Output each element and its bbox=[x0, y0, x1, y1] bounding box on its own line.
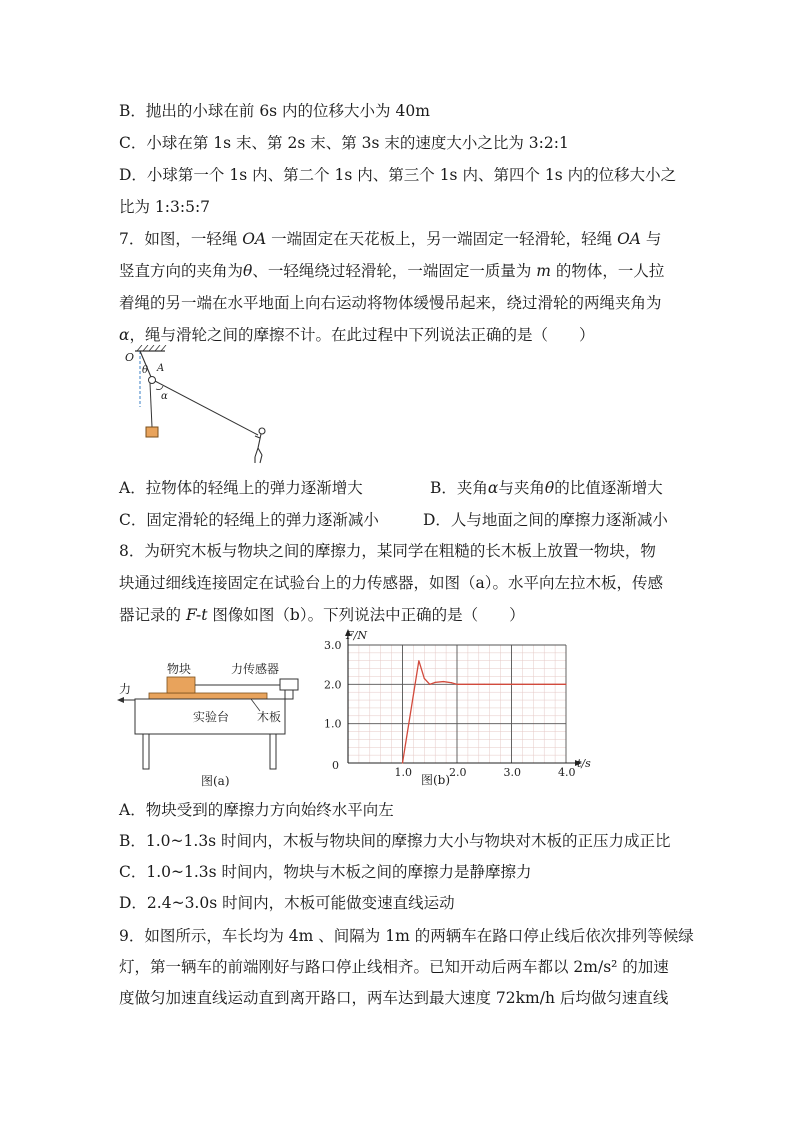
chart-point bbox=[484, 684, 485, 685]
q9-text-line2: 灯，第一辆车的前端刚好与路口停止线相齐。已知开动后两车都以 2m/s² 的加速 bbox=[119, 958, 669, 976]
q7-text-line1: 7．如图，一轻绳 OA 一端固定在天花板上，另一端固定一轻滑轮，轻绳 OA 与 bbox=[119, 230, 662, 248]
q7-option-d: D．人与地面之间的摩擦力逐渐减小 bbox=[423, 511, 668, 529]
q7-pulley-figure bbox=[115, 345, 285, 470]
chart-xlabel: t/s bbox=[577, 757, 591, 770]
q8-text-line1: 8．为研究木板与物块之间的摩擦力，某同学在粗糙的长木板上放置一物块，物 bbox=[119, 542, 656, 560]
chart-point bbox=[538, 684, 539, 685]
chart-caption: 图(b) bbox=[421, 773, 451, 787]
option-b-prev: B．抛出的小球在前 6s 内的位移大小为 40m bbox=[119, 102, 430, 120]
chart-point bbox=[418, 660, 419, 661]
q8-option-b: B．1.0~1.3s 时间内，木板与物块间的摩擦力大小与物块对木板的正压力成正比 bbox=[119, 832, 671, 850]
option-d-prev-cont: 比为 1:3:5:7 bbox=[119, 198, 211, 216]
chart-point bbox=[435, 682, 436, 683]
option-d-prev: D．小球第一个 1s 内、第二个 1s 内、第三个 1s 内、第四个 1s 内的位移大小之 bbox=[119, 166, 677, 184]
q8-label-sensor: 力传感器 bbox=[231, 662, 280, 676]
q7-text-line2: 竖直方向的夹角为θ、一轻绳绕过轻滑轮，一端固定一质量为 m 的物体，一人拉 bbox=[119, 262, 665, 280]
q8-label-table: 实验台 bbox=[193, 710, 230, 724]
q9-text-line3: 度做匀加速直线运动直到离开路口，两车达到最大速度 72km/h 后均做匀速直线 bbox=[119, 989, 669, 1007]
q9-text-line1: 9．如图所示，车长均为 4m 、间隔为 1m 的两辆车在路口停止线后依次排列等候绿 bbox=[119, 927, 694, 945]
chart-origin-label: 0 bbox=[332, 759, 339, 772]
chart-point bbox=[565, 684, 566, 685]
chart-point bbox=[424, 678, 425, 679]
q8-text-line2: 块通过细线连接固定在试验台上的力传感器，如图（a）。水平向左拉木板，传感 bbox=[119, 574, 663, 592]
q8-label-board: 木板 bbox=[257, 710, 282, 724]
chart-x-tick-label: 1.0 bbox=[394, 766, 412, 779]
hanging-block bbox=[146, 427, 158, 437]
chart-x-tick-label: 4.0 bbox=[558, 766, 576, 779]
q7-option-b: B．夹角α与夹角θ的比值逐渐增大 bbox=[430, 479, 663, 497]
chart-point bbox=[511, 684, 512, 685]
chart-y-tick-label: 2.0 bbox=[324, 678, 342, 692]
chart-point bbox=[456, 684, 457, 685]
chart-series-line bbox=[403, 661, 567, 763]
person-figure bbox=[255, 428, 265, 463]
chart-ylabel: F/N bbox=[346, 629, 367, 642]
q8-caption-a: 图(a) bbox=[201, 774, 230, 788]
q7-label-alpha: α bbox=[161, 391, 168, 402]
chart-point bbox=[429, 684, 430, 685]
q7-label-a: A bbox=[157, 363, 165, 374]
chart-y-tick-label: 1.0 bbox=[324, 717, 342, 731]
q8-figure-a bbox=[115, 655, 315, 790]
q7-label-theta: θ bbox=[142, 365, 149, 376]
chart-y-tick-label: 3.0 bbox=[324, 639, 342, 652]
option-c-prev: C．小球在第 1s 末、第 2s 末、第 3s 末的速度大小之比为 3:2:1 bbox=[119, 134, 569, 152]
chart-point bbox=[402, 762, 403, 763]
block bbox=[167, 677, 195, 693]
q8-text-line3: 器记录的 F-t 图像如图（b）。下列说法中正确的是（ ） bbox=[119, 606, 525, 624]
chart-point bbox=[443, 681, 444, 682]
q7-option-a: A．拉物体的轻绳上的弹力逐渐增大 bbox=[119, 479, 363, 497]
chart-x-tick-label: 3.0 bbox=[503, 766, 521, 779]
q7-text-line3: 着绳的另一端在水平地面上向右运动将物体缓慢吊起来，绕过滑轮的两绳夹角为 bbox=[119, 294, 662, 312]
q7-text-line4: α，绳与滑轮之间的摩擦不计。在此过程中下列说法正确的是（ ） bbox=[119, 326, 595, 344]
q7-option-c: C．固定滑轮的轻绳上的弹力逐渐减小 bbox=[119, 511, 379, 529]
q8-figure-b-chart bbox=[318, 628, 600, 792]
pulley bbox=[149, 377, 156, 384]
force-sensor bbox=[280, 679, 298, 690]
wooden-board bbox=[149, 693, 267, 699]
q8-option-d: D．2.4~3.0s 时间内，木板可能做变速直线运动 bbox=[119, 894, 455, 912]
q8-label-block: 物块 bbox=[167, 662, 192, 676]
chart-point bbox=[451, 682, 452, 683]
q8-label-force: 力 bbox=[119, 682, 132, 696]
q8-option-a: A．物块受到的摩擦力方向始终水平向左 bbox=[119, 801, 394, 819]
q8-option-c: C．1.0~1.3s 时间内，物块与木板之间的摩擦力是静摩擦力 bbox=[119, 863, 532, 881]
chart-x-tick-label: 2.0 bbox=[449, 766, 467, 779]
q7-label-o: O bbox=[125, 351, 135, 364]
